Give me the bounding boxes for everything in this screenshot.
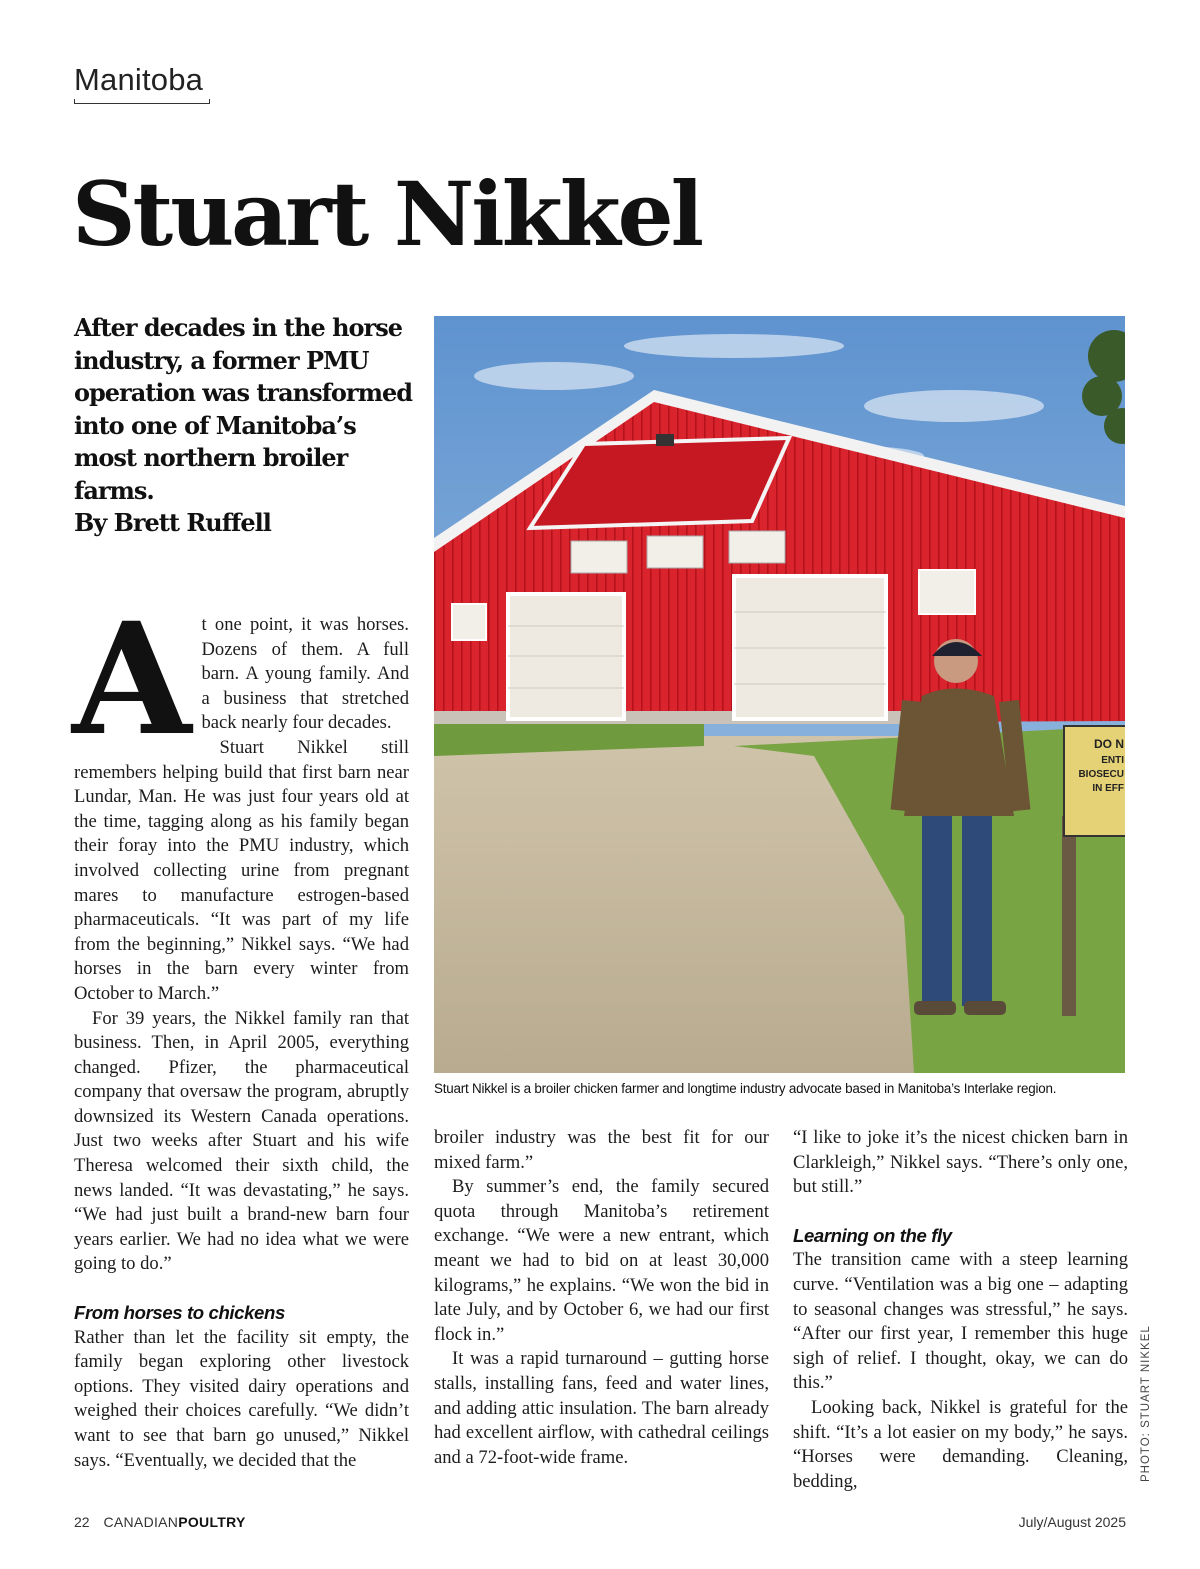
article-column-1	[72, 589, 409, 1473]
magazine-name: CANADIANPOULTRY	[103, 1514, 246, 1530]
issue-date: July/August 2025	[1018, 1514, 1126, 1530]
article-column-3	[793, 1126, 1128, 1494]
article-column-2	[434, 1126, 769, 1470]
paragraph: “I like to joke it’s the nicest chicken barn in Clarkleigh,” Nikkel says. “There’s only one, but still.”	[793, 1127, 1128, 1198]
section-rule	[74, 103, 210, 104]
footer-left	[74, 1514, 246, 1530]
paragraph: For 39 years, the Nikkel family ran that business. Then, in April 2005, everything changed. Pfizer, the pharmaceutical company that oversaw the program, abruptly downsized its Western Canada operations. Just two weeks after Stuart and his wife Theresa welcomed their sixth child, the news landed. “It was devastating,” he says. “We had just built a brand-new barn four years earlier. We had no idea what we were going to do.”	[74, 1007, 409, 1275]
paragraph: Stuart Nikkel still remembers helping build that first barn near Lundar, Man. He was just four years old at the time, tagging along as his family began their foray into the PMU industry, which involved collecting urine from pregnant mares to manufacture estrogen-based pharmaceuticals. “It was part of my life from the beginning,” Nikkel says. “We had horses in the barn every winter from October to March.”	[74, 736, 409, 1004]
svg-text:IN EFF: IN EFF	[1092, 783, 1124, 794]
paragraph: By summer’s end, the family secured quota through Manitoba’s retirement exchange. “We were a new entrant, which meant we had to bid on at least 30,000 kilograms,” he explains. “We won the bid in late July, and by October 6, we had our first flock in.”	[434, 1176, 769, 1345]
subhead: Learning on the fly	[793, 1224, 952, 1246]
article-deck: After decades in the horse industry, a former PMU operation was transformed into one of Manitoba’s most northern broiler farms.	[74, 313, 413, 505]
barn-photo	[434, 316, 1125, 1073]
paragraph: The transition came with a steep learning curve. “Ventilation was a big one – adapting to seasonal changes was stressful,” he says. “After our first year, I remember this huge sigh of relief. I thought, okay, we can do this.”	[793, 1249, 1128, 1394]
subhead: From horses to chickens	[74, 1302, 285, 1324]
svg-text:ENTI: ENTI	[1101, 755, 1124, 766]
paragraph: It was a rapid turnaround – gutting horse stalls, installing fans, feed and water lines, and adding attic insulation. The barn already had excellent airflow, with cathedral ceilings and a 72-foot-wide frame.	[434, 1348, 769, 1468]
paragraph: t one point, it was horses. Dozens of them. A full barn. A young family. And a business that stretched back nearly four decades.	[201, 614, 409, 734]
photo-caption: Stuart Nikkel is a broiler chicken farmer and longtime industry advocate based in Manitoba’s Interlake region.	[434, 1081, 1057, 1096]
article-headline: Stuart Nikkel	[72, 162, 702, 266]
svg-text:DO N: DO N	[1094, 737, 1124, 751]
page-number: 22	[74, 1514, 90, 1530]
paragraph: Rather than let the facility sit empty, the family began exploring other livestock options. They visited dairy operations and weighed their choices carefully. “We didn’t want to see that barn go unused,” Nikkel says. “Eventually, we decided that the	[74, 1326, 409, 1471]
drop-cap: A	[72, 589, 192, 770]
svg-text:BIOSECU: BIOSECU	[1078, 769, 1124, 780]
paragraph: Looking back, Nikkel is grateful for the shift. “It’s a lot easier on my body,” he says. “Horses were demanding. Cleaning, bedding,	[793, 1396, 1128, 1492]
section-label: Manitoba	[74, 62, 204, 97]
photo-credit: PHOTO: STUART NIKKEL	[1140, 1325, 1152, 1482]
paragraph: broiler industry was the best fit for our mixed farm.”	[434, 1127, 769, 1173]
article-byline: By Brett Ruffell	[74, 508, 271, 537]
